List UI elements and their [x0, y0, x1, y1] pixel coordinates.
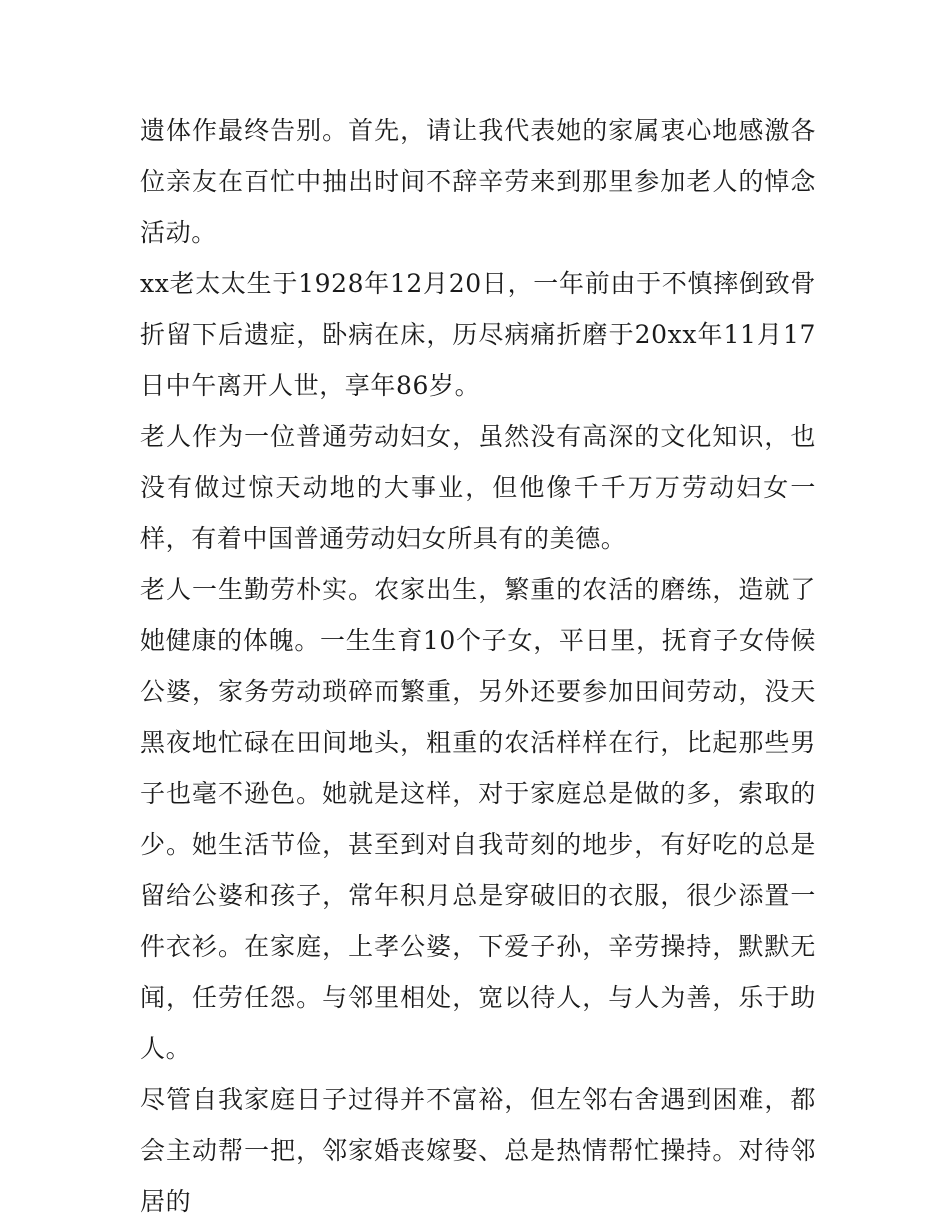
paragraph-diligence: 老人一生勤劳朴实。农家出生，繁重的农活的磨练，造就了她健康的体魄。一生生育10个子女，平日里，抚育子女侍候公婆，家务劳动琐碎而繁重，另外还要参加田间劳动，没天黑夜地忙碌在田间地头，粗重的农活样样在行，比起那些男子也毫不逊色。她就是这样，对于家庭总是做的多，索取的少。她生活节俭，甚至到对自我苛刻的地步，有好吃的总是留给公婆和孩子，常年积月总是穿破旧的衣服，很少添置一件衣衫。在家庭，上孝公婆，下爱子孙，辛劳操持，默默无闻，任劳任怨。与邻里相处，宽以待人，与人为善，乐于助人。 — [140, 575, 816, 1063]
paragraph-biography: xx老太太生于1928年12月20日，一年前由于不慎摔倒致骨折留下后遗症，卧病在床，历尽病痛折磨于20xx年11月17日中午离开人世，享年86岁。 — [140, 269, 816, 400]
document-body — [140, 105, 816, 1227]
paragraph-farewell: 遗体作最终告别。首先，请让我代表她的家属衷心地感激各位亲友在百忙中抽出时间不辞辛劳来到那里参加老人的悼念活动。 — [140, 116, 816, 247]
paragraph-virtues: 老人作为一位普通劳动妇女，虽然没有高深的文化知识，也没有做过惊天动地的大事业，但他像千千万万劳动妇女一样，有着中国普通劳动妇女所具有的美德。 — [140, 422, 816, 553]
paragraph-neighbors: 尽管自我家庭日子过得并不富裕，但左邻右舍遇到困难，都会主动帮一把，邻家婚丧嫁娶、总是热情帮忙操持。对待邻居的 — [140, 1085, 816, 1216]
